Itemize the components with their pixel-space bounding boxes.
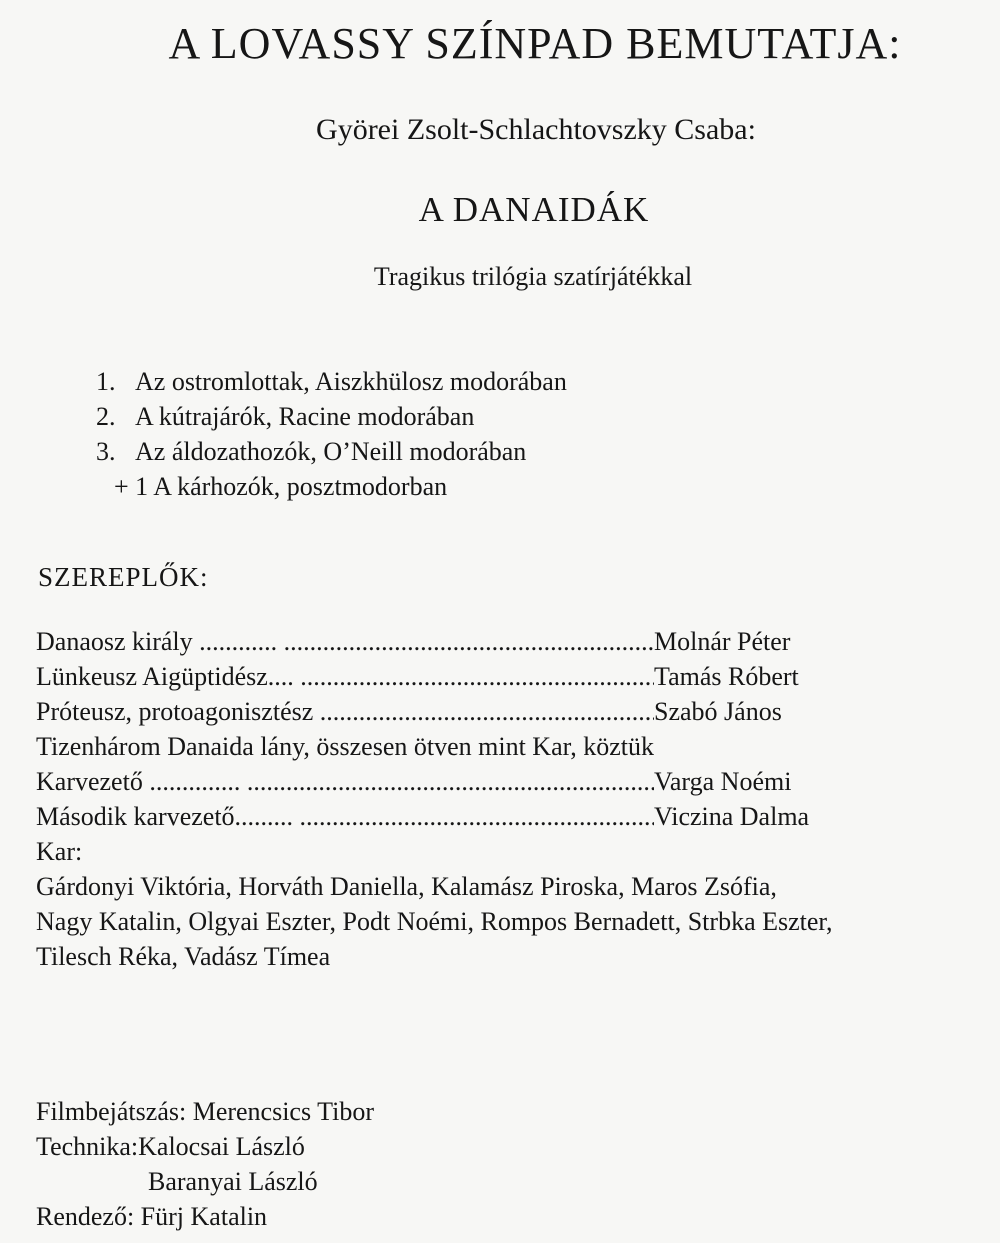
- chorus-intro: Tizenhárom Danaida lány, összesen ötven mint Kar, köztük: [36, 732, 654, 761]
- credit-tech-second: Baranyai László: [148, 1167, 318, 1196]
- cast-row: [36, 694, 833, 729]
- actor-name: Viczina Dalma: [654, 802, 810, 831]
- list-item: [96, 434, 567, 469]
- part-number: 3.: [96, 437, 116, 466]
- cast-row: [36, 764, 833, 799]
- actor-name: Szabó János: [654, 697, 782, 726]
- chorus-label: Kar:: [36, 837, 83, 866]
- role-name: Karvezető .............. .....: [36, 764, 654, 799]
- role-name: Danaosz király ............ .....: [36, 624, 654, 659]
- actor-name: Varga Noémi: [654, 767, 792, 796]
- credit-director: Rendező: Fürj Katalin: [36, 1202, 268, 1231]
- cast-row: [36, 624, 833, 659]
- parts-list: [96, 364, 567, 504]
- role-name: Második karvezető......... .....: [36, 799, 654, 834]
- actor-name: Tamás Róbert: [654, 662, 799, 691]
- part-text: A kútrajárók, Racine modorában: [135, 402, 475, 431]
- credit-tech: Technika:Kalocsai László: [36, 1132, 305, 1161]
- chorus-members-line: Gárdonyi Viktória, Horváth Daniella, Kalamász Piroska, Maros Zsófia,: [36, 872, 777, 901]
- actor-name: Molnár Péter: [654, 627, 791, 656]
- chorus-members-line: Nagy Katalin, Olgyai Eszter, Podt Noémi, Rompos Bernadett, Strbka Eszter,: [36, 907, 833, 936]
- cast-row: [36, 799, 833, 834]
- play-title: A DANAIDÁK: [418, 190, 650, 229]
- credits: [36, 1094, 374, 1234]
- part-text: Az ostromlottak, Aiszkhülosz modorában: [135, 367, 567, 396]
- part-number: 2.: [96, 402, 116, 431]
- presents-heading: A LOVASSY SZÍNPAD BEMUTATJA:: [168, 19, 902, 68]
- list-item: [96, 399, 567, 434]
- list-item: [96, 364, 567, 399]
- credit-film: Filmbejátszás: Merencsics Tibor: [36, 1097, 374, 1126]
- chorus-members-line: Tilesch Réka, Vadász Tímea: [36, 942, 331, 971]
- extra-part: + 1 A kárhozók, posztmodorban: [114, 472, 448, 501]
- cast-list: [36, 624, 833, 974]
- part-number: 1.: [96, 367, 116, 396]
- part-text: Az áldozathozók, O’Neill modorában: [135, 437, 527, 466]
- role-name: Próteusz, protoagonisztész .....: [36, 694, 654, 729]
- cast-row: [36, 659, 833, 694]
- role-name: Lünkeusz Aigüptidész.... .....: [36, 659, 654, 694]
- author-line: Györei Zsolt-Schlachtovszky Csaba:: [316, 113, 756, 146]
- cast-heading: SZEREPLŐK:: [38, 562, 209, 592]
- play-subtitle: Tragikus trilógia szatírjátékkal: [373, 262, 693, 291]
